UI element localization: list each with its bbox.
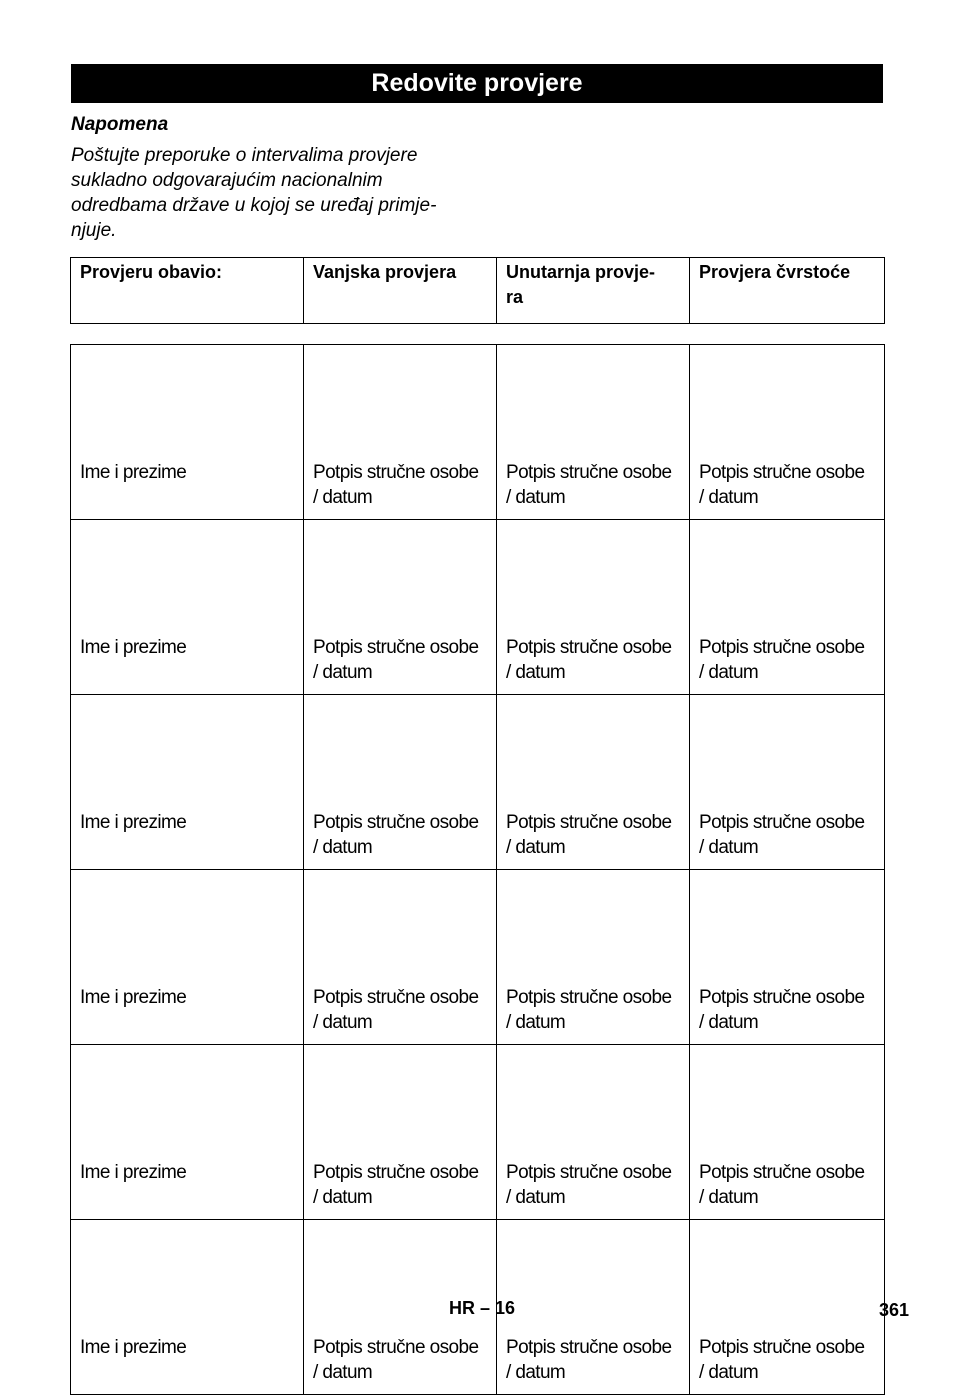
signature-cell[interactable] xyxy=(690,1045,885,1220)
signature-cell[interactable] xyxy=(690,1220,885,1395)
signature-label: Potpis stručne osobe xyxy=(313,1162,479,1183)
name-label: Ime i prezime xyxy=(80,1162,187,1183)
signature-cell[interactable] xyxy=(497,345,690,520)
date-label: / datum xyxy=(506,1362,566,1383)
header-row xyxy=(71,258,885,324)
signature-label: Potpis stručne osobe xyxy=(506,1337,672,1358)
date-label: / datum xyxy=(506,1012,566,1033)
name-label: Ime i prezime xyxy=(80,637,187,658)
note-line: Poštujte preporuke o intervalima provjere xyxy=(71,145,418,166)
date-label: / datum xyxy=(313,837,373,858)
table-row xyxy=(71,345,885,520)
signature-label: Potpis stručne osobe xyxy=(313,462,479,483)
date-label: / datum xyxy=(699,837,759,858)
signature-cell[interactable] xyxy=(304,345,497,520)
name-cell[interactable] xyxy=(71,870,304,1045)
signature-label: Potpis stručne osobe xyxy=(313,637,479,658)
signature-label: Potpis stručne osobe xyxy=(699,812,865,833)
name-label: Ime i prezime xyxy=(80,812,187,833)
table-row xyxy=(71,520,885,695)
name-cell[interactable] xyxy=(71,345,304,520)
note-line: odredbama države u kojoj se uređaj primje- xyxy=(71,195,437,216)
signature-table xyxy=(70,344,885,1395)
name-label: Ime i prezime xyxy=(80,987,187,1008)
note-line: njuje. xyxy=(71,220,117,241)
date-label: / datum xyxy=(699,487,759,508)
date-label: / datum xyxy=(699,662,759,683)
date-label: / datum xyxy=(313,487,373,508)
date-label: / datum xyxy=(506,662,566,683)
signature-cell[interactable] xyxy=(304,520,497,695)
signature-cell[interactable] xyxy=(690,695,885,870)
inspection-header-table xyxy=(70,257,885,324)
name-cell[interactable] xyxy=(71,520,304,695)
signature-cell[interactable] xyxy=(497,870,690,1045)
signature-cell[interactable] xyxy=(497,1220,690,1395)
note-heading: Napomena xyxy=(71,114,169,135)
date-label: / datum xyxy=(506,487,566,508)
signature-label: Potpis stručne osobe xyxy=(699,987,865,1008)
date-label: / datum xyxy=(313,1187,373,1208)
date-label: / datum xyxy=(313,1362,373,1383)
signature-label: Potpis stručne osobe xyxy=(506,987,672,1008)
footer-page-number: 361 xyxy=(879,1300,910,1320)
signature-cell[interactable] xyxy=(497,1045,690,1220)
note-line: sukladno odgovarajućim nacionalnim xyxy=(71,170,383,191)
table-row xyxy=(71,1045,885,1220)
signature-cell[interactable] xyxy=(497,520,690,695)
table-row xyxy=(71,695,885,870)
signature-label: Potpis stručne osobe xyxy=(506,462,672,483)
name-cell[interactable] xyxy=(71,1045,304,1220)
signature-label: Potpis stručne osobe xyxy=(506,637,672,658)
date-label: / datum xyxy=(699,1012,759,1033)
name-label: Ime i prezime xyxy=(80,1337,187,1358)
header-cell-external: Vanjska provjera xyxy=(304,258,497,324)
signature-cell[interactable] xyxy=(304,1045,497,1220)
date-label: / datum xyxy=(313,1012,373,1033)
date-label: / datum xyxy=(506,1187,566,1208)
date-label: / datum xyxy=(313,662,373,683)
signature-cell[interactable] xyxy=(497,695,690,870)
signature-label: Potpis stručne osobe xyxy=(506,1162,672,1183)
footer-language-page: HR – 16 xyxy=(449,1298,516,1318)
signature-label: Potpis stručne osobe xyxy=(699,462,865,483)
signature-cell[interactable] xyxy=(690,345,885,520)
signature-cell[interactable] xyxy=(690,520,885,695)
date-label: / datum xyxy=(699,1362,759,1383)
signature-label: Potpis stručne osobe xyxy=(699,1162,865,1183)
signature-cell[interactable] xyxy=(304,695,497,870)
header-cell-inspected-by: Provjeru obavio: xyxy=(71,258,304,324)
note-text xyxy=(71,143,471,243)
name-cell[interactable] xyxy=(71,695,304,870)
page-title: Redovite provjere xyxy=(71,64,883,103)
name-cell[interactable] xyxy=(71,1220,304,1395)
name-label: Ime i prezime xyxy=(80,462,187,483)
signature-label: Potpis stručne osobe xyxy=(313,1337,479,1358)
signature-cell[interactable] xyxy=(304,870,497,1045)
signature-cell[interactable] xyxy=(690,870,885,1045)
header-cell-strength: Provjera čvrstoće xyxy=(690,258,885,324)
signature-label: Potpis stručne osobe xyxy=(313,987,479,1008)
signature-label: Potpis stručne osobe xyxy=(699,637,865,658)
signature-label: Potpis stručne osobe xyxy=(506,812,672,833)
date-label: / datum xyxy=(699,1187,759,1208)
signature-label: Potpis stručne osobe xyxy=(313,812,479,833)
header-cell-internal: Unutarnja provje- ra xyxy=(497,258,690,324)
date-label: / datum xyxy=(506,837,566,858)
table-row xyxy=(71,870,885,1045)
signature-label: Potpis stručne osobe xyxy=(699,1337,865,1358)
